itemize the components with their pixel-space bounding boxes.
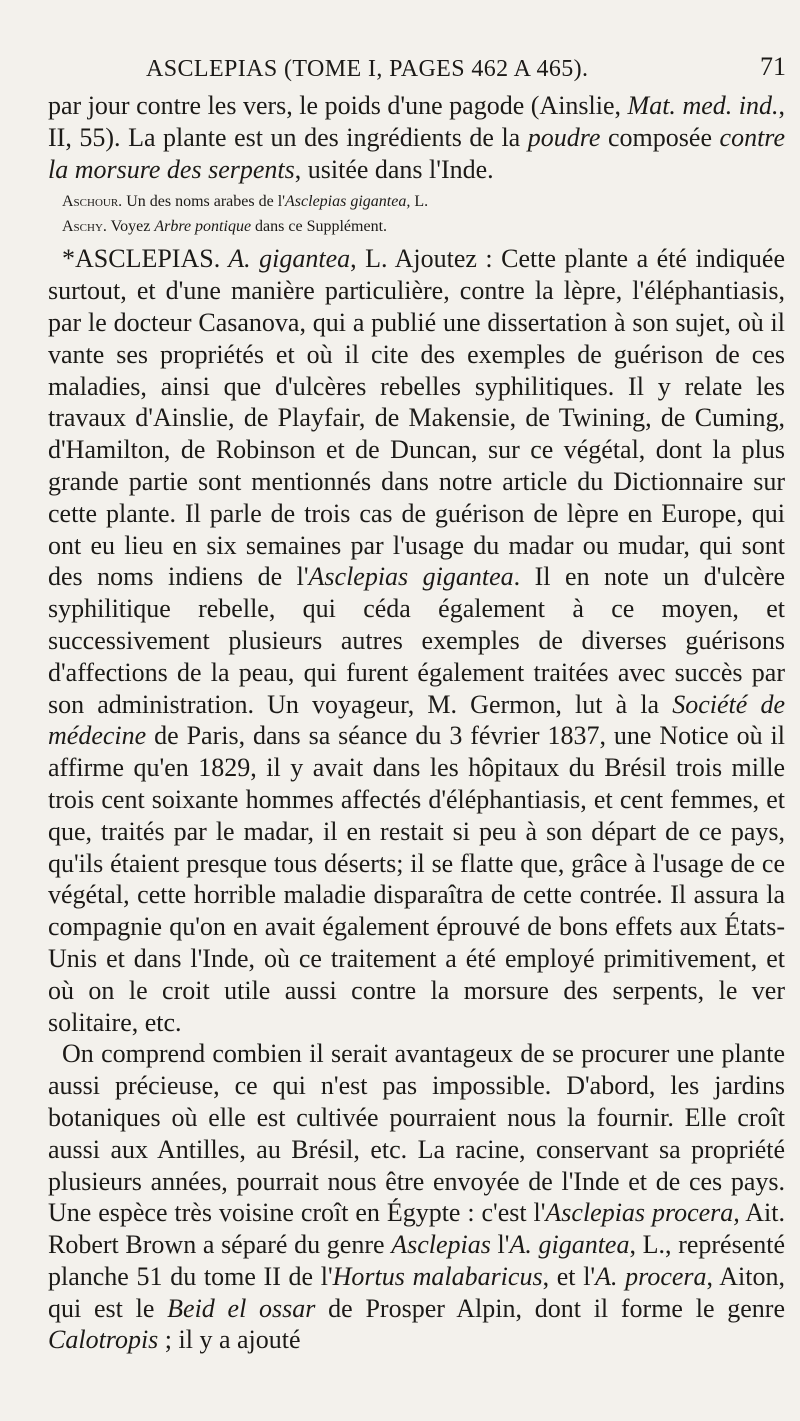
text-run: L. [410, 193, 429, 211]
text-run: Voyez [106, 218, 155, 236]
running-title: ASCLEPIAS (TOME I, PAGES 462 A 465). [146, 56, 589, 82]
text-run: ; il y a ajouté [158, 1325, 301, 1355]
species-name: Asclepias gigantea [308, 562, 514, 592]
entry-aschy [48, 214, 785, 239]
cross-reference: Arbre pontique [154, 218, 252, 236]
text-run: composée [600, 122, 720, 152]
citation-italic: Mat. med. ind. [627, 91, 779, 120]
term-italic: poudre [527, 122, 601, 152]
text-run: On comprend combien il serait avantageux de se procurer une plante aussi précieuse, ce qui n'est pas impossible. D'abord, les jardins botaniques où elle est cultivée pourraient nous la fournir. Elle croît aussi aux Antilles, au Brésil, etc. La racine, conservant sa propriété plusieurs années, pourrait nous être envoyée de l'Inde et de ces pays. Une espèce très voisine croît en Égypte : c'est l' [48, 1039, 785, 1228]
text-run: , et l' [542, 1261, 596, 1291]
continuation-paragraph [48, 90, 785, 185]
entry-aschour [48, 189, 785, 214]
genus-name: Asclepias [391, 1230, 491, 1260]
term-italic: contre la morsure des serpents [48, 122, 785, 184]
text-run: de Prosper Alpin, dont il forme le genre [315, 1293, 785, 1323]
text-run: par jour contre les vers, le poids d'une pagode (Ainslie, [48, 91, 628, 120]
text-run: . Il en note un d'ulcère syphilitique rebelle, qui céda également à ce moyen, et successivement plusieurs autres exemples de diverses guérisons d'affections de la peau, qui furent également traitées avec succès par son administration. Un voyageur, M. Germon, lut à la [48, 562, 785, 719]
text-run: , L., représenté planche 51 du tome II de l' [48, 1230, 786, 1291]
page-number: 71 [760, 52, 786, 81]
text-run: de Paris, dans sa séance du 3 février 1837, une Notice où il affirme qu'en 1829, il y avait dans les hôpitaux du Brésil trois mille trois cent soixante hommes affectés d'éléphantiasis, et cent femmes, et que, traités par le madar, il en restait si peu à son départ de ce pays, qu'ils étaient presque tous déserts; il se flatte que, grâce à l'usage de ce végétal, cette horrible maladie disparaîtra de cette contrée. Il assura la compagnie qu'on en avait également éprouvé de bons effets aux États-Unis et dans l'Inde, où ce traitement a été employé primitivement, et où on le croit utile aussi contre la morsure des serpents, le ver solitaire, etc. [48, 721, 785, 1037]
species-name: A. procera [595, 1261, 707, 1291]
species-name: A. gigantea [220, 244, 351, 274]
society-name: Société de médecine [48, 689, 786, 751]
paragraph-two [48, 1038, 785, 1356]
text-run: , II, 55). La plante est un des ingrédients de la [48, 91, 785, 152]
text-run: l' [490, 1230, 510, 1260]
text-run: , Aiton, qui est le [48, 1261, 785, 1323]
text-run: , L. Ajoutez : Cette plante a été indiquée surtout, et d'une manière particulière, contre la lèpre, l'éléphantiasis, par le docteur Casanova, qui a publié une dissertation à son sujet, où il vante ses propriétés et où il cite des exemples de guérison de ces maladies, ainsi que d'ulcères rebelles syphilitiques. Il y relate les travaux d'Ainslie, de Playfair, de Makensie, de Twining, de Cuming, d'Hamilton, de Robinson et de Duncan, sur ce végétal, dont la plus grande partie sont mentionnés dans notre article du Dictionnaire sur cette plante. Il parle de trois cas de guérison de lèpre en Europe, qui ont eu lieu en six semaines par l'usage du madar ou mudar, qui sont des noms indiens de l' [48, 244, 785, 592]
species-name: Asclepias procera, [545, 1198, 740, 1228]
entry-headword: Aschy. [62, 218, 107, 236]
text-run: Ait. Robert Brown a séparé du genre [48, 1198, 786, 1260]
page-header [0, 48, 800, 92]
species-name: A. gigantea [509, 1230, 630, 1260]
text-run: Un des noms arabes de l' [122, 193, 286, 211]
text-run: dans ce Supplément. [251, 218, 388, 236]
entry-headword: Aschour. [62, 193, 123, 211]
species-name: Asclepias gigantea, [285, 193, 411, 211]
local-name: Beid el ossar [167, 1293, 316, 1323]
entry-headword: *ASCLEPIAS. [62, 244, 221, 274]
genus-name: Calotropis [48, 1325, 159, 1355]
work-title: Hortus malabaricus [332, 1261, 543, 1291]
entry-asclepias [48, 243, 785, 1038]
text-run: , usitée dans l'Inde. [294, 154, 494, 184]
page-body [48, 90, 785, 1356]
